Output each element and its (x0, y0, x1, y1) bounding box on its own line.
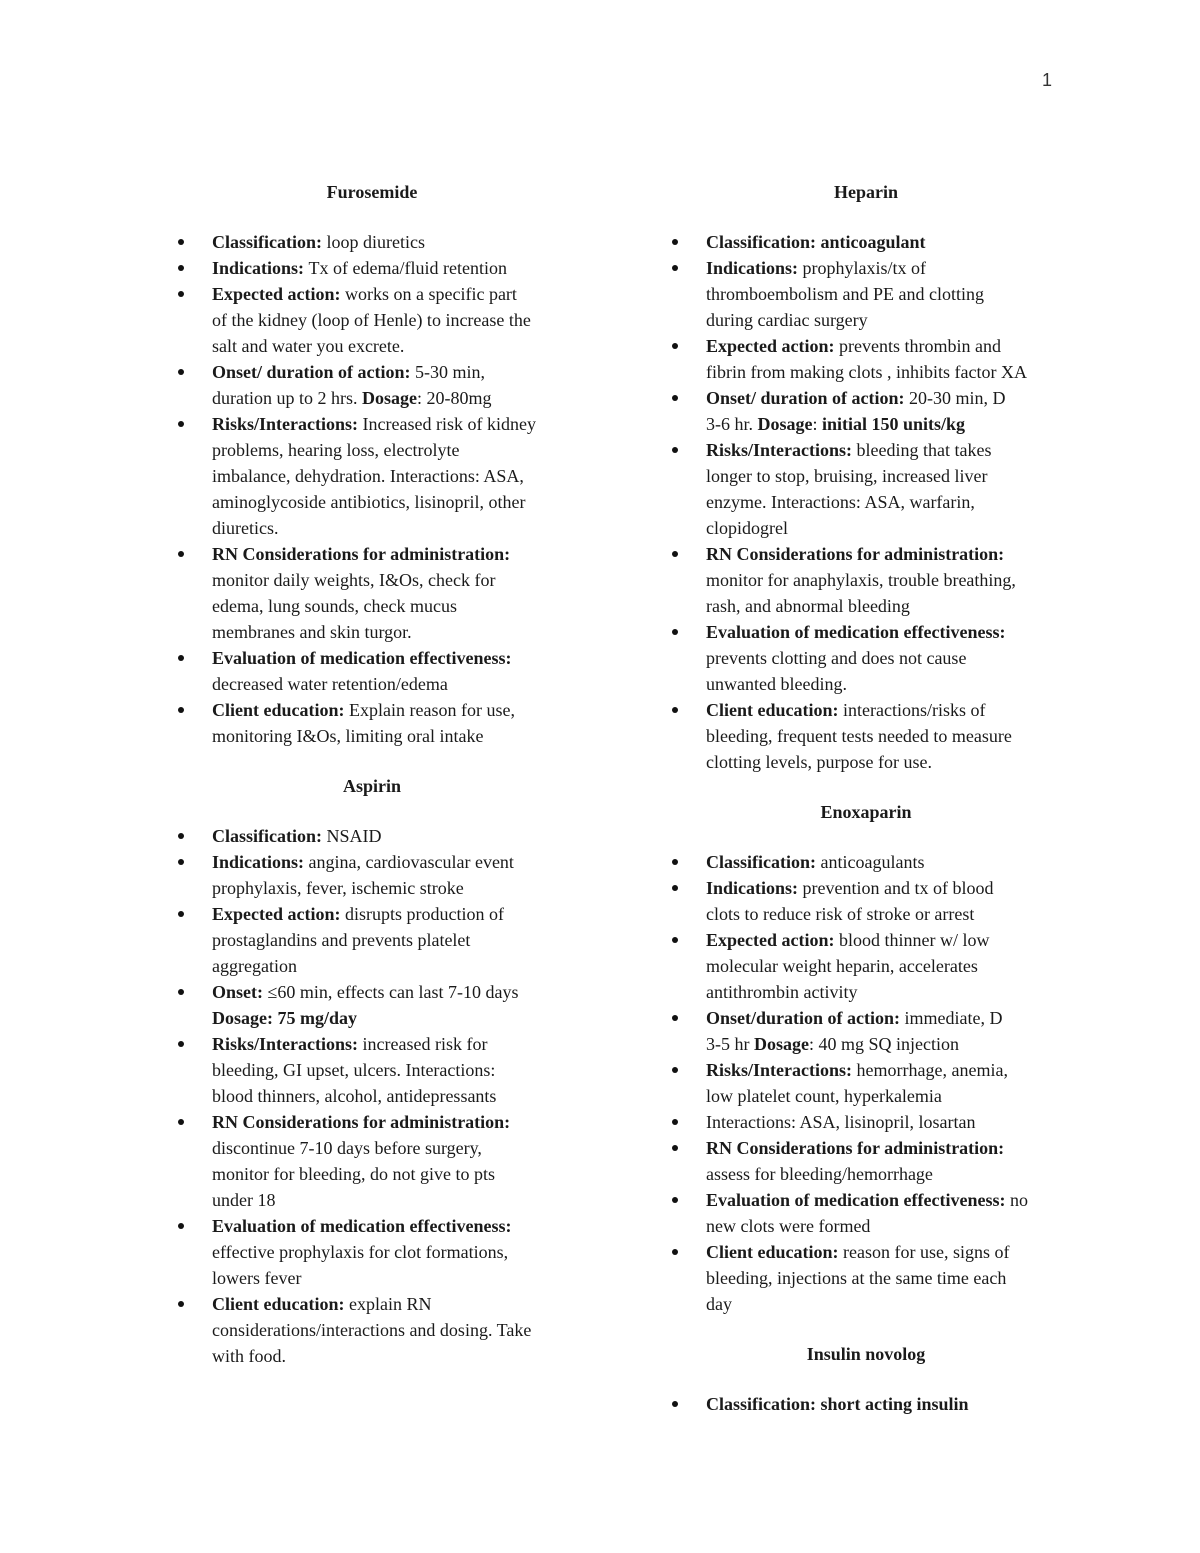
bold-label: Evaluation of medication effectiveness: (706, 1190, 1010, 1210)
bold-label: Classification: (706, 852, 821, 872)
text-line (212, 307, 572, 333)
text-run: immediate, D (904, 1008, 1003, 1028)
text-line (706, 979, 1066, 1005)
bold-label: Evaluation of medication effectiveness: (706, 622, 1006, 642)
text-line (706, 1083, 1066, 1109)
text-line (706, 359, 1066, 385)
text-line (706, 619, 1066, 645)
text-line (212, 437, 572, 463)
text-run: disrupts production of (344, 904, 504, 924)
text-line (706, 463, 1066, 489)
text-run: under 18 (212, 1190, 276, 1210)
drug-section-aspirin (172, 773, 572, 1369)
text-line (212, 333, 572, 359)
text-line (706, 1213, 1066, 1239)
text-run: bleeding, injections at the same time each (706, 1268, 1007, 1288)
text-run: antithrombin activity (706, 982, 858, 1002)
text-line (706, 1265, 1066, 1291)
bold-label: Classification: anticoagulant (706, 232, 926, 252)
list-item (666, 541, 1066, 619)
text-line (212, 1057, 572, 1083)
text-run: monitoring I&Os, limiting oral intake (212, 726, 484, 746)
bold-label: Onset/duration of action: (706, 1008, 905, 1028)
text-line (706, 1391, 1066, 1417)
text-run: edema, lung sounds, check mucus (212, 596, 457, 616)
text-line (706, 953, 1066, 979)
bold-label: RN Considerations for administration: (212, 544, 511, 564)
text-run: with food. (212, 1346, 286, 1366)
text-line (212, 645, 572, 671)
list-item (172, 359, 572, 411)
drug-details-list (666, 229, 1066, 775)
text-line (706, 229, 1066, 255)
list-item (666, 1391, 1066, 1417)
text-line (212, 1005, 572, 1031)
bold-label: Risks/Interactions: (706, 1060, 857, 1080)
text-line (212, 463, 572, 489)
text-line (212, 1187, 572, 1213)
text-line (706, 1161, 1066, 1187)
text-run: membranes and skin turgor. (212, 622, 412, 642)
list-item (172, 1213, 572, 1291)
bold-label: Risks/Interactions: (212, 414, 363, 434)
bold-label: Onset: (212, 982, 268, 1002)
text-run: salt and water you excrete. (212, 336, 405, 356)
text-line (212, 697, 572, 723)
list-item (666, 1239, 1066, 1317)
text-line (706, 489, 1066, 515)
text-line (706, 567, 1066, 593)
text-line (212, 1291, 572, 1317)
text-run: interactions/risks of (843, 700, 986, 720)
bold-label: Classification: (212, 826, 327, 846)
text-line (706, 1005, 1066, 1031)
bold-label: Expected action: (212, 284, 345, 304)
list-item (666, 1187, 1066, 1239)
text-run: ≤60 min, effects can last 7-10 days (267, 982, 519, 1002)
text-run: longer to stop, bruising, increased liver (706, 466, 988, 486)
text-line (706, 697, 1066, 723)
list-item (172, 1031, 572, 1109)
text-line (706, 281, 1066, 307)
bold-label: Dosage (757, 414, 813, 434)
bold-label: Indications: (212, 852, 309, 872)
text-line (212, 1239, 572, 1265)
text-run: blood thinner w/ low (838, 930, 990, 950)
text-line (706, 255, 1066, 281)
text-line (706, 1291, 1066, 1317)
list-item (172, 1291, 572, 1369)
text-run: during cardiac surgery (706, 310, 868, 330)
bold-label: Client education: (706, 1242, 843, 1262)
bold-label: Dosage (362, 388, 417, 408)
text-run: diuretics. (212, 518, 279, 538)
text-line (706, 541, 1066, 567)
text-run: prophylaxis/tx of (802, 258, 927, 278)
bold-label: RN Considerations for administration: (706, 1138, 1005, 1158)
drug-title: Heparin (833, 182, 898, 202)
bold-label: RN Considerations for administration: (212, 1112, 511, 1132)
text-run: new clots were formed (706, 1216, 871, 1236)
text-line (706, 1135, 1066, 1161)
text-run: blood thinners, alcohol, antidepressants (212, 1086, 497, 1106)
bold-label: Client education: (212, 1294, 349, 1314)
text-run: bleeding, frequent tests needed to measure (706, 726, 1012, 746)
text-line (706, 1109, 1066, 1135)
text-run: Tx of edema/fluid retention (308, 258, 507, 278)
list-item (172, 255, 572, 281)
list-item (666, 1135, 1066, 1187)
list-item (172, 541, 572, 645)
list-item (666, 875, 1066, 927)
text-run: angina, cardiovascular event (308, 852, 514, 872)
text-line (212, 927, 572, 953)
text-run: works on a specific part (344, 284, 517, 304)
text-line (212, 979, 572, 1005)
bold-label: Risks/Interactions: (212, 1034, 363, 1054)
text-line (706, 1031, 1066, 1057)
text-line (212, 619, 572, 645)
text-run: : (812, 414, 823, 434)
bold-label: Classification: (212, 232, 327, 252)
text-line (212, 593, 572, 619)
text-run: bleeding, GI upset, ulcers. Interactions: (212, 1060, 496, 1080)
text-line (212, 849, 572, 875)
text-run: monitor for anaphylaxis, trouble breathing, (706, 570, 1016, 590)
text-run: reason for use, signs of (843, 1242, 1010, 1262)
text-line (212, 875, 572, 901)
list-item (172, 849, 572, 901)
drug-title: Insulin novolog (806, 1344, 926, 1364)
text-line (212, 541, 572, 567)
drug-section-enoxaparin (666, 799, 1066, 1317)
bold-label: Dosage (754, 1034, 809, 1054)
bold-label: Onset/ duration of action: (706, 388, 910, 408)
drug-details-list (172, 229, 572, 749)
list-item (172, 411, 572, 541)
text-line (212, 359, 572, 385)
text-run: 3-5 hr (706, 1034, 754, 1054)
text-run: assess for bleeding/hemorrhage (706, 1164, 933, 1184)
text-run: enzyme. Interactions: ASA, warfarin, (706, 492, 975, 512)
text-run: monitor daily weights, I&Os, check for (212, 570, 496, 590)
text-run: aggregation (212, 956, 297, 976)
text-run: Interactions: ASA, lisinopril, losartan (706, 1112, 976, 1132)
text-run: duration up to 2 hrs. (212, 388, 362, 408)
text-run: explain RN (349, 1294, 432, 1314)
text-run: prostaglandins and prevents platelet (212, 930, 471, 950)
list-item (666, 1057, 1066, 1109)
text-run: unwanted bleeding. (706, 674, 847, 694)
text-run: prophylaxis, fever, ischemic stroke (212, 878, 464, 898)
list-item (666, 1005, 1066, 1057)
text-run: clopidogrel (706, 518, 788, 538)
text-run: discontinue 7-10 days before surgery, (212, 1138, 482, 1158)
text-run: of the kidney (loop of Henle) to increase the (212, 310, 531, 330)
text-line (706, 411, 1066, 437)
list-item (666, 333, 1066, 385)
text-line (212, 1135, 572, 1161)
text-run: loop diuretics (326, 232, 425, 252)
bold-label: Indications: (706, 258, 803, 278)
text-line (706, 927, 1066, 953)
text-run: : 40 mg SQ injection (809, 1034, 959, 1054)
text-run: effective prophylaxis for clot formations, (212, 1242, 509, 1262)
text-line (212, 671, 572, 697)
text-run: no (1009, 1190, 1028, 1210)
list-item (172, 697, 572, 749)
text-line (706, 307, 1066, 333)
text-run: lowers fever (212, 1268, 302, 1288)
text-run: considerations/interactions and dosing. Take (212, 1320, 532, 1340)
text-line (212, 901, 572, 927)
bold-label: Expected action: (706, 930, 839, 950)
text-line (706, 749, 1066, 775)
text-run: clots to reduce risk of stroke or arrest (706, 904, 975, 924)
text-line (706, 723, 1066, 749)
drug-title: Aspirin (342, 776, 402, 796)
bold-label: Expected action: (212, 904, 345, 924)
list-item (172, 901, 572, 979)
list-item (172, 229, 572, 255)
text-line (212, 515, 572, 541)
text-line (212, 1213, 572, 1239)
text-run: prevents thrombin and (838, 336, 1001, 356)
page-number: 1 (1042, 70, 1053, 90)
right-column (666, 179, 1066, 1417)
bold-label: initial 150 units/kg (822, 414, 966, 434)
text-line (706, 593, 1066, 619)
bold-label: Indications: (706, 878, 803, 898)
left-column (172, 179, 572, 1369)
bold-label: Dosage: 75 mg/day (212, 1008, 357, 1028)
text-line (212, 1161, 572, 1187)
list-item (172, 281, 572, 359)
drug-title: Enoxaparin (820, 802, 912, 822)
text-line (706, 1057, 1066, 1083)
text-line (706, 515, 1066, 541)
text-line (706, 671, 1066, 697)
list-item (666, 437, 1066, 541)
text-line (212, 567, 572, 593)
text-line (706, 1239, 1066, 1265)
text-run: NSAID (326, 826, 382, 846)
text-run: rash, and abnormal bleeding (706, 596, 910, 616)
text-run: day (706, 1294, 732, 1314)
text-run: problems, hearing loss, electrolyte (212, 440, 460, 460)
text-run: prevents clotting and does not cause (706, 648, 967, 668)
bold-label: Evaluation of medication effectiveness: (212, 1216, 512, 1236)
text-line (212, 1109, 572, 1135)
text-run: bleeding that takes (856, 440, 992, 460)
drug-details-list (666, 849, 1066, 1317)
list-item (666, 385, 1066, 437)
list-item (666, 619, 1066, 697)
text-run: hemorrhage, anemia, (856, 1060, 1008, 1080)
list-item (666, 255, 1066, 333)
text-run: aminoglycoside antibiotics, lisinopril, other (212, 492, 526, 512)
text-line (706, 385, 1066, 411)
drug-title: Furosemide (326, 182, 418, 202)
text-line (212, 723, 572, 749)
drug-section-insulin-novolog (666, 1341, 1066, 1417)
text-line (212, 953, 572, 979)
bold-label: Client education: (212, 700, 349, 720)
list-item (172, 823, 572, 849)
text-run: clotting levels, purpose for use. (706, 752, 932, 772)
bold-label: Onset/ duration of action: (212, 362, 416, 382)
text-run: fibrin from making clots , inhibits factor XA (706, 362, 1027, 382)
text-line (706, 437, 1066, 463)
bold-label: Risks/Interactions: (706, 440, 857, 460)
drug-section-heparin (666, 179, 1066, 775)
text-line (212, 229, 572, 255)
list-item (172, 1109, 572, 1213)
text-run: thromboembolism and PE and clotting (706, 284, 984, 304)
text-run: 20-30 min, D (909, 388, 1006, 408)
bold-label: Classification: short acting insulin (706, 1394, 969, 1414)
text-line (212, 411, 572, 437)
text-line (212, 489, 572, 515)
list-item (666, 229, 1066, 255)
text-run: 3-6 hr. (706, 414, 758, 434)
text-line (706, 645, 1066, 671)
text-run: : 20-80mg (417, 388, 492, 408)
text-run: low platelet count, hyperkalemia (706, 1086, 942, 1106)
text-line (212, 385, 572, 411)
text-line (706, 333, 1066, 359)
text-run: decreased water retention/edema (212, 674, 448, 694)
text-line (706, 849, 1066, 875)
bold-label: Expected action: (706, 336, 839, 356)
text-line (212, 281, 572, 307)
text-line (212, 1083, 572, 1109)
list-item (172, 979, 572, 1031)
list-item (666, 849, 1066, 875)
drug-section-furosemide (172, 179, 572, 749)
bold-label: Client education: (706, 700, 843, 720)
text-line (706, 901, 1066, 927)
text-run: 5-30 min, (415, 362, 486, 382)
text-run: molecular weight heparin, accelerates (706, 956, 978, 976)
drug-details-list (172, 823, 572, 1369)
text-line (212, 1265, 572, 1291)
list-item (666, 697, 1066, 775)
text-line (212, 1343, 572, 1369)
text-line (706, 875, 1066, 901)
text-line (706, 1187, 1066, 1213)
bold-label: Indications: (212, 258, 309, 278)
text-line (212, 823, 572, 849)
text-run: anticoagulants (820, 852, 925, 872)
text-line (212, 255, 572, 281)
bold-label: Evaluation of medication effectiveness: (212, 648, 512, 668)
list-item (666, 927, 1066, 1005)
text-run: Increased risk of kidney (362, 414, 536, 434)
text-run: monitor for bleeding, do not give to pts (212, 1164, 495, 1184)
text-run: increased risk for (362, 1034, 488, 1054)
text-run: Explain reason for use, (349, 700, 515, 720)
text-run: prevention and tx of blood (802, 878, 994, 898)
text-run: imbalance, dehydration. Interactions: ASA, (212, 466, 524, 486)
list-item (172, 645, 572, 697)
text-line (212, 1031, 572, 1057)
list-item (666, 1109, 1066, 1135)
drug-details-list (666, 1391, 1066, 1417)
bold-label: RN Considerations for administration: (706, 544, 1005, 564)
text-line (212, 1317, 572, 1343)
